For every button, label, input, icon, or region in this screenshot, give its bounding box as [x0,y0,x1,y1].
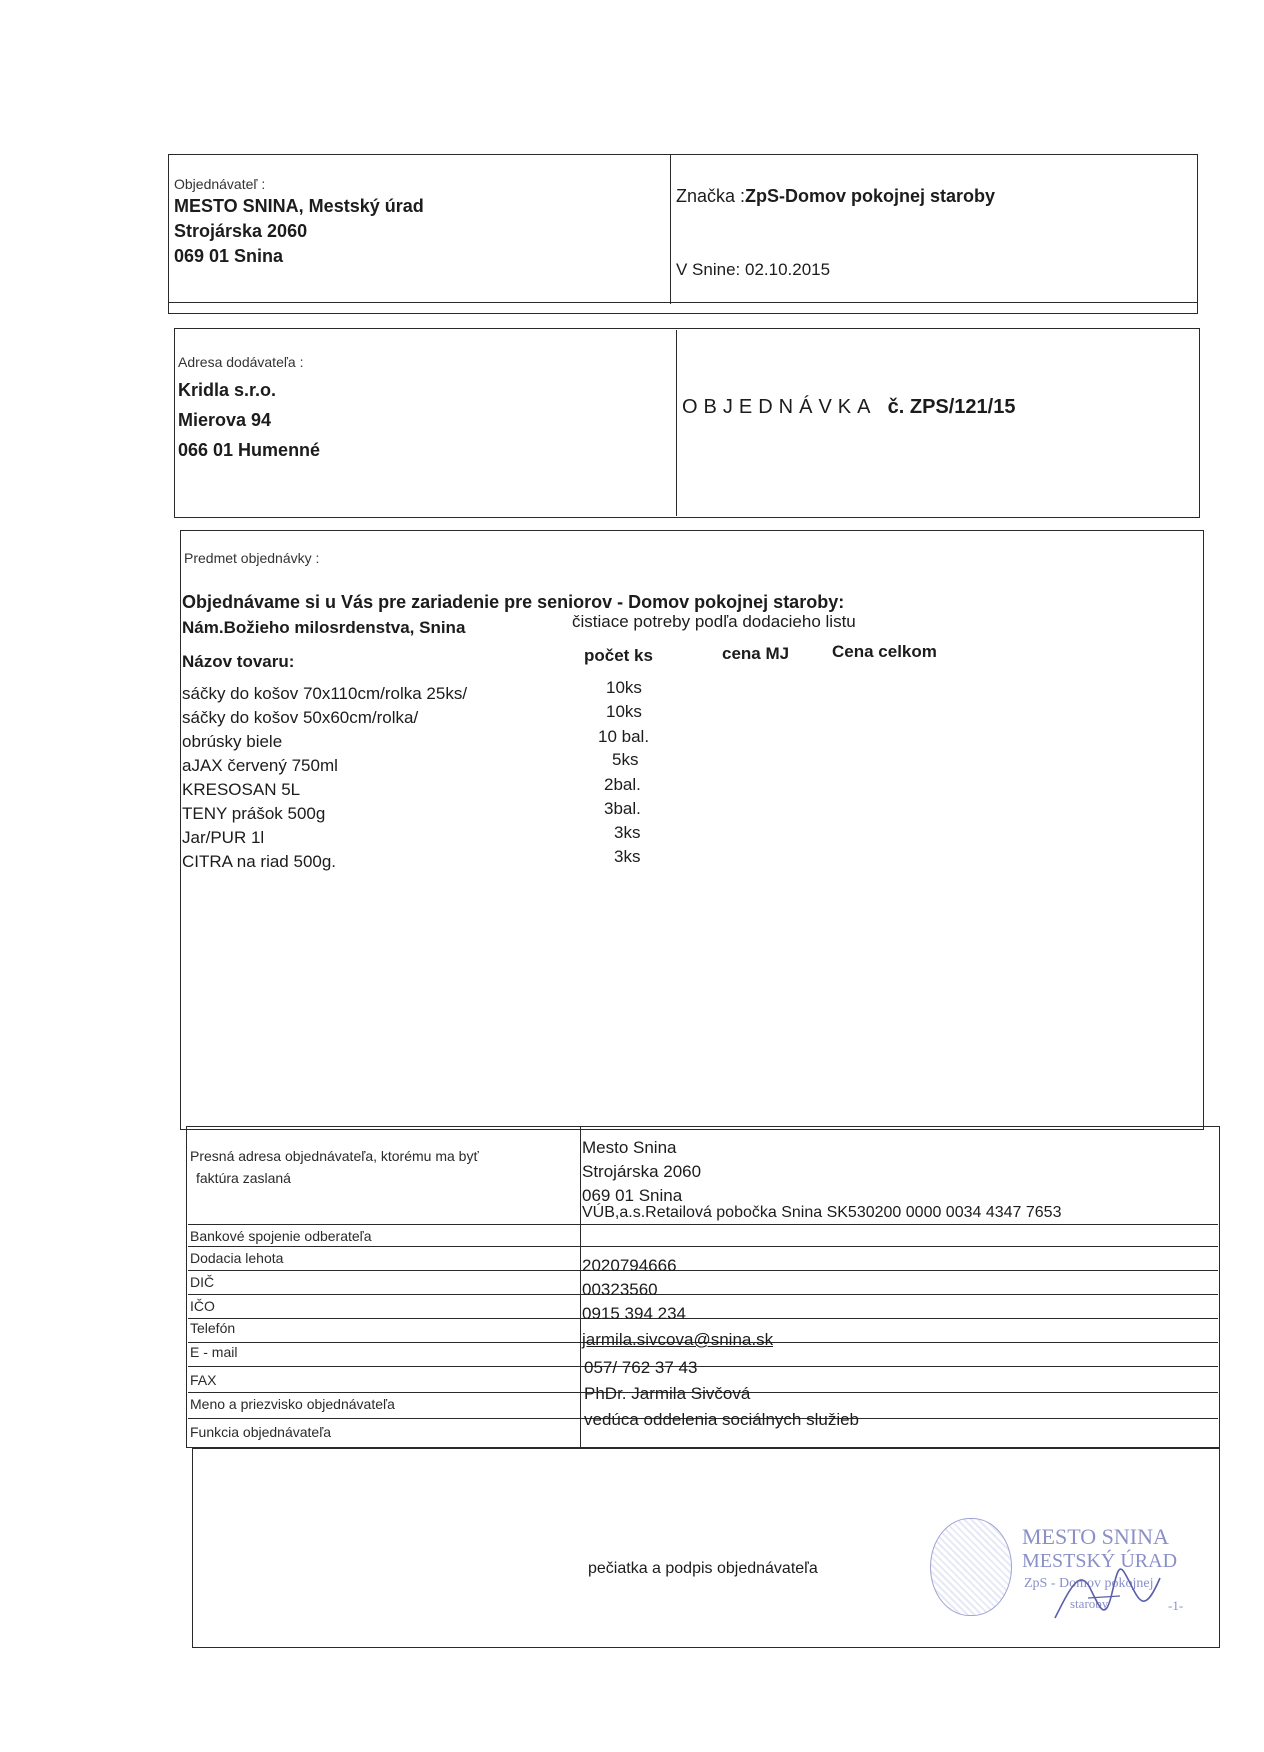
item-qty: 10ks [606,678,642,697]
supplier-name: Kridla s.r.o. [178,380,277,400]
detail-row-label: FAX [190,1372,217,1388]
supplier-label: Adresa dodávateľa : [178,354,304,370]
supplier-section [174,328,1200,518]
signature-label: pečiatka a podpis objednávateľa [588,1560,818,1577]
item-name: aJAX červený 750ml [182,756,338,775]
subject-note: čistiace potreby podľa dodacieho listu [572,612,856,631]
invoice-address-line: Strojárska 2060 [582,1162,702,1181]
reference-mark-prefix: Značka : [676,186,746,206]
order-heading [682,396,1015,419]
reference-mark-value: ZpS-Domov pokojnej staroby [745,186,996,206]
page-mark: -1- [1168,1598,1184,1613]
details-rule [188,1366,1218,1367]
stamp-line: MESTSKÝ ÚRAD [1022,1550,1178,1572]
detail-row-value: 00323560 [582,1280,658,1299]
item-name: KRESOSAN 5L [182,780,301,799]
orderer-city: 069 01 Snina [174,246,284,266]
item-name: TENY prášok 500g [182,804,326,823]
orderer-label: Objednávateľ : [174,176,266,192]
supplier-street: Mierova 94 [178,410,272,430]
detail-row-label: E - mail [190,1344,238,1360]
item-name: sáčky do košov 50x60cm/rolka/ [182,708,419,727]
reference-place-date: V Snine: 02.10.2015 [676,260,831,279]
item-qty: 3ks [614,847,641,866]
detail-row-value: 2020794666 [582,1256,677,1275]
stamp-emblem-icon [930,1518,1012,1616]
stamp-line: staroby [1070,1596,1109,1611]
detail-row-label: IČO [190,1298,215,1314]
item-qty: 10 bal. [598,727,650,746]
column-header-qty: počet ks [584,646,653,665]
item-name: obrúsky biele [182,732,283,751]
orderer-section [168,154,1198,314]
supplier-divider [676,330,677,516]
details-rule [188,1224,1218,1225]
reference-mark [676,186,995,207]
detail-row-value: VÚB,a.s.Retailová pobočka Snina SK530200 0000 0034 4347 7653 [582,1204,1062,1221]
subject-intro: Objednávame si u Vás pre zariadenie pre seniorov - Domov pokojnej staroby: [182,592,845,612]
column-header-name: Názov tovaru: [182,652,295,671]
item-qty: 3ks [614,823,641,842]
orderer-divider [670,154,671,304]
orderer-name: MESTO SNINA, Mestský úrad [174,196,424,216]
item-qty: 3bal. [604,799,641,818]
invoice-address-label: Presná adresa objednávateľa, ktorému ma byť [190,1148,479,1164]
official-stamp [930,1518,1200,1618]
invoice-address-line: 069 01 Snina [582,1186,683,1205]
orderer-street: Strojárska 2060 [174,221,308,241]
details-divider [580,1126,581,1448]
supplier-city: 066 01 Humenné [178,440,321,460]
details-rule [188,1270,1218,1271]
detail-row-label: DIČ [190,1274,215,1290]
detail-row-label: Dodacia lehota [190,1250,284,1266]
signature-scribble-icon [1050,1558,1170,1628]
invoice-address-label-2: faktúra zaslaná [196,1170,291,1186]
detail-row-label: Meno a priezvisko objednávateľa [190,1396,395,1412]
item-qty: 2bal. [604,775,641,794]
detail-row-label: Telefón [190,1320,236,1336]
item-name: CITRA na riad 500g. [182,852,337,871]
details-rule [188,1246,1218,1247]
stamp-line: ZpS - Domov pokojnej [1024,1576,1154,1591]
stamp-line: MESTO SNINA [1022,1524,1169,1549]
email-value[interactable]: jarmila.sivcova@snina.sk [582,1330,774,1349]
details-rule [188,1318,1218,1319]
detail-row-label: Funkcia objednávateľa [190,1424,332,1440]
details-rule [188,1294,1218,1295]
order-number: č. ZPS/121/15 [887,396,1016,418]
item-qty: 10ks [606,702,642,721]
column-header-unit-price: cena MJ [722,644,790,663]
orderer-bottom-rule [168,302,1198,303]
order-title: OBJEDNÁVKA [682,396,877,418]
subject-address: Nám.Božieho milosrdenstva, Snina [182,618,466,637]
detail-row-value: PhDr. Jarmila Sivčová [584,1384,751,1403]
column-header-total: Cena celkom [832,642,937,661]
detail-row-value: 057/ 762 37 43 [584,1358,698,1377]
subject-label: Predmet objednávky : [184,550,320,566]
item-name: Jar/PUR 1l [182,828,265,847]
detail-row-label: Bankové spojenie odberateľa [190,1228,372,1244]
invoice-address-line: Mesto Snina [582,1138,677,1157]
detail-row-value: vedúca oddelenia sociálnych služieb [584,1410,860,1429]
item-qty: 5ks [612,750,639,769]
detail-row-value: 0915 394 234 [582,1304,686,1323]
item-name: sáčky do košov 70x110cm/rolka 25ks/ [182,684,468,703]
